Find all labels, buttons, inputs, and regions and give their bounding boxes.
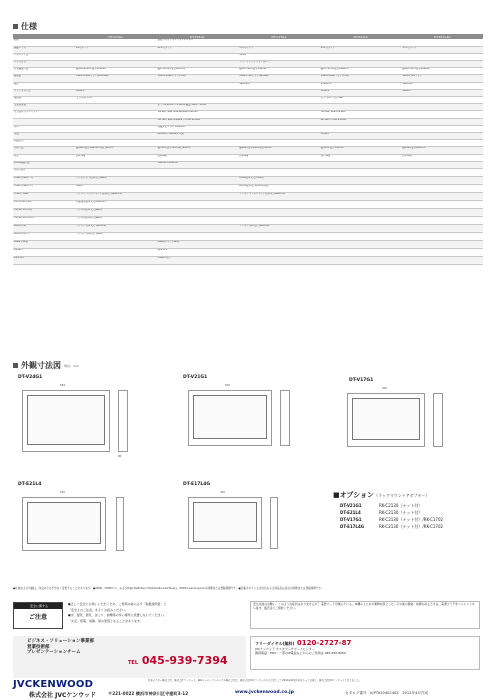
spec-cell	[320, 248, 402, 256]
spec-cell	[75, 111, 157, 118]
spec-cell: 幅477mm×高さ268mm	[320, 68, 402, 75]
tel-value: 045-939-7394	[141, 654, 228, 667]
spec-cell: 幅518.4mm×高さ324mm	[75, 68, 157, 75]
spec-cell: 1280×720ドット	[401, 75, 483, 82]
spec-row	[13, 68, 483, 75]
spec-cell: 1920×1080ドット(FHD)	[320, 75, 402, 82]
spec-row	[13, 53, 483, 60]
spec-cell: アナログコンポーネント信号入力(BNC×3)	[75, 192, 157, 200]
spec-cell: HD SDI: SMPTE292M	[320, 111, 402, 118]
spec-label	[13, 118, 75, 125]
spec-cell	[157, 200, 239, 208]
spec-cell: 17V型ワイド	[238, 46, 320, 53]
spec-cell	[320, 161, 402, 168]
freedial-number: 0120-2727-87	[296, 639, 352, 647]
warning-list	[68, 602, 243, 624]
warning-line: 「火災、感電、故障」等の原因となることがあります。	[68, 618, 143, 623]
spec-cell	[401, 232, 483, 240]
spec-cell	[157, 192, 239, 200]
spec-row	[13, 140, 483, 147]
spec-cell	[238, 125, 320, 132]
spec-label: 有効画面寸法	[13, 68, 75, 75]
warning-title: ご注意	[28, 614, 47, 621]
spec-table	[13, 34, 483, 284]
safety-check-box: 安全点検のお願い このような症状はありませんか？ 電源コードが傷んでいる。本機の上に水や異物を落とした。その他の異常・故障があるときは、電源プラグをコンセントから抜き、販売店にご相談ください。	[250, 601, 480, 629]
spec-label: YPbPr / RGB	[13, 192, 75, 200]
spec-cell: アナログ音声入力 (RCA×2)	[238, 224, 320, 232]
spec-cell	[157, 168, 239, 176]
warning-line: ●水、湿気、湯気、ほこり、油煙等の多い場所に設置しないでください。	[68, 613, 167, 617]
spec-label: 外形寸法	[13, 147, 75, 154]
options-title: ■オプション（ラックマウントアダプター）	[333, 491, 430, 499]
spec-cell: 幅367mm×高さ216mm	[401, 68, 483, 75]
spec-cell	[320, 61, 402, 68]
spec-label: 画素数	[13, 75, 75, 82]
spec-label: Video (INPUT 2)	[13, 184, 75, 192]
spec-cell: デジタル信号入力(BNC)	[75, 208, 157, 216]
spec-row	[13, 232, 483, 240]
spec-cell: 約4.9kg	[238, 154, 320, 161]
spec-cell: 1000:1	[75, 89, 157, 96]
dim-label: 410	[382, 387, 387, 390]
warning-band-text: 安全に関する	[29, 604, 48, 608]
spec-row	[13, 75, 483, 82]
spec-cell: デジタル信号出力(BNC)	[75, 216, 157, 224]
spec-cell: 1000:1	[320, 89, 402, 96]
spec-cell	[157, 97, 239, 104]
footnotes: ●仕様および外観は、改良のため予告なく変更することがあります。●HDMI、HDMIロゴ、およびHigh-Definition Multimedia Interfaceは、HDMI Licensing,LLCの商標または登録商標です。●記載されている会社名および商品名は各社の商標または登録商標です。	[13, 587, 324, 590]
spec-cell	[238, 140, 320, 147]
spec-row	[13, 39, 483, 46]
spec-cell	[320, 224, 402, 232]
spec-label: HD/SD SDI (IN)	[13, 208, 75, 216]
spec-label: 入出力端子	[13, 168, 75, 176]
spec-cell: SD SDI: ITU-R BT.656	[320, 118, 402, 125]
option-desc: RK-C2130（ナット付）	[379, 503, 423, 508]
spec-cell	[401, 200, 483, 208]
spec-cell: アクティブマトリックスTFT	[238, 61, 320, 68]
spec-row	[13, 118, 483, 125]
spec-cell: コンポジット信号入力(BNC)	[75, 176, 157, 184]
spec-cell: Make(メイク)/Tally	[157, 240, 239, 248]
spec-cell: 17V型ワイド	[401, 46, 483, 53]
spec-row	[13, 216, 483, 224]
spec-cell	[75, 61, 157, 68]
spec-cell: 約5.4kg	[401, 154, 483, 161]
spec-cell: 水平 31.4kHz〜75.0kHz 垂直 50Hz〜85Hz	[157, 104, 239, 111]
spec-cell: 上下/左右 178°	[75, 97, 157, 104]
spec-cell: 24型ワイド	[75, 46, 157, 53]
freedial-label: フリーダイヤル(無料)	[255, 641, 295, 646]
spec-cell	[401, 208, 483, 216]
spec-cell	[401, 125, 483, 132]
spec-row	[13, 192, 483, 200]
spec-cell	[238, 89, 320, 96]
spec-cell: 幅410×高さ280mm	[401, 147, 483, 154]
spec-cell	[401, 97, 483, 104]
company-address: 〒221-0022 横浜市神奈川区守屋町3-12	[108, 691, 189, 696]
spec-cell	[238, 97, 320, 104]
spec-cell: D-sub 9ピン	[157, 256, 239, 264]
spec-label: パネル方式	[13, 61, 75, 68]
spec-cell	[238, 232, 320, 240]
spec-cell	[238, 256, 320, 264]
spec-cell	[401, 111, 483, 118]
dwg-front-v17	[347, 393, 425, 447]
spec-cell: アナログ音声出力 (RCA)	[75, 232, 157, 240]
spec-cell: 21V型ワイド	[157, 46, 239, 53]
dim-label: 564	[60, 384, 65, 387]
spec-cell	[401, 240, 483, 248]
spec-cell: RJ-45×2	[157, 248, 239, 256]
spec-cell	[401, 216, 483, 224]
spec-cell	[320, 232, 402, 240]
option-row	[340, 517, 443, 523]
option-row	[340, 510, 422, 516]
spec-cell	[238, 208, 320, 216]
option-row	[340, 503, 422, 509]
spec-cell: 内蔵スピーカー 1W+1W	[157, 125, 239, 132]
spec-cell	[157, 224, 239, 232]
spec-heading	[13, 22, 37, 31]
spec-cell: 約6.4kg	[157, 154, 239, 161]
spec-cell	[75, 256, 157, 264]
spec-cell	[238, 111, 320, 118]
tel-label: TEL	[128, 660, 139, 666]
spec-label: Make (Tally)	[13, 240, 75, 248]
spec-row	[13, 132, 483, 139]
spec-cell	[238, 248, 320, 256]
spec-cell	[238, 200, 320, 208]
spec-cell: 幅410×高さ290×奥行80mm	[238, 147, 320, 154]
company-name: 株式会社 JVCケンウッド	[29, 692, 96, 699]
spec-label: RS-232C	[13, 256, 75, 264]
dwg-front-e21	[22, 497, 106, 551]
spec-cell: アナログ音声入力 (RCA×4)	[75, 224, 157, 232]
dept-name: プレゼンテーションチーム	[27, 650, 81, 656]
spec-cell	[157, 82, 239, 89]
tel-number[interactable]	[128, 654, 228, 667]
spec-cell	[75, 161, 157, 168]
spec-cell	[75, 118, 157, 125]
spec-cell: DVI-D信号入力(HDCP対応)	[238, 184, 320, 192]
spec-row	[13, 161, 483, 168]
spec-cell	[401, 184, 483, 192]
spec-cell	[401, 224, 483, 232]
option-desc: RK-C2130（ナット付）/RK-C1702	[379, 524, 444, 529]
dept-name: ビジネス・ソリューション事業部	[27, 639, 95, 644]
spec-cell: 約7.1kg	[320, 154, 402, 161]
spec-row	[13, 176, 483, 184]
website-link[interactable]: www.jvckenwood.co.jp	[235, 690, 294, 695]
spec-cell	[157, 140, 239, 147]
spec-cell	[320, 140, 402, 147]
spec-cell	[401, 176, 483, 184]
spec-row	[13, 89, 483, 96]
spec-cell	[157, 232, 239, 240]
spec-title: 仕様	[21, 22, 37, 31]
spec-row	[13, 111, 483, 118]
dept-name: 営業技術部	[27, 644, 50, 650]
model-label: DT-E17L4G	[183, 482, 211, 487]
spec-row	[13, 147, 483, 154]
spec-cell: 外部同期信号入力(BNC×2)	[75, 200, 157, 208]
spec-cell	[238, 118, 320, 125]
support-box	[250, 636, 480, 670]
spec-row	[13, 104, 483, 111]
spec-cell: AC100V, 50/60Hz 共用	[157, 132, 239, 139]
support-mobile: 携帯電話・PHS・一部のIP電話などからのご利用は 045-450-8950	[255, 651, 346, 655]
company-logo: JVCKENWOOD	[13, 679, 94, 690]
spec-label: VESA規格対応	[13, 161, 75, 168]
dwg-front-v24	[22, 390, 110, 452]
spec-cell: 1920×1200ドット(WUXGA)	[75, 75, 157, 82]
spec-row	[13, 46, 483, 53]
spec-row	[13, 82, 483, 89]
option-desc: RK-C2130（ナット付）	[379, 510, 423, 515]
spec-cell	[401, 118, 483, 125]
spec-cell	[320, 216, 402, 224]
dims-title: 外観寸法図	[21, 361, 61, 370]
warning-line: 「安全上のご注意」をよくお読みください。	[68, 607, 129, 612]
catalog-number: カタログ番号 K/PTA2040240Z 2012年4月作成	[345, 691, 429, 695]
dims-heading	[13, 361, 79, 370]
option-desc: RK-C2130（ナット付）/RK-C1702	[379, 517, 444, 522]
spec-cell	[401, 140, 483, 147]
dwg-side-v21	[280, 390, 290, 446]
spec-row	[13, 168, 483, 176]
spec-cell: 幅367mm×高さ230mm	[238, 68, 320, 75]
spec-cell: 1366×768ドット(WXGA)	[238, 75, 320, 82]
spec-cell	[75, 104, 157, 111]
warning-line: ●正しく安全にお使いいただくため、ご使用の前に必ず「取扱説明書」と	[68, 602, 167, 606]
spec-row	[13, 154, 483, 161]
spec-cell	[320, 256, 402, 264]
spec-cell	[238, 240, 320, 248]
column-header: DT-V24G1	[75, 34, 157, 39]
spec-cell	[75, 240, 157, 248]
spec-cell	[75, 248, 157, 256]
spec-cell	[401, 53, 483, 60]
spec-cell: 上下 178° 左右 160°	[320, 97, 402, 104]
spec-cell	[320, 200, 402, 208]
option-model: DT-E21L4	[340, 510, 361, 515]
option-model: DT-V17G1	[340, 517, 362, 522]
spec-label: RS-485	[13, 248, 75, 256]
options-subtitle: （ラックマウントアダプター）	[374, 493, 430, 498]
options-title-text: オプション	[339, 491, 374, 499]
spec-cell: 250cd/m²	[320, 82, 402, 89]
spec-label: HD/SD SDI (OUT)	[13, 216, 75, 224]
spec-row	[13, 256, 483, 264]
spec-cell: 約8.7kg	[75, 154, 157, 161]
spec-cell: 300cd/m²	[401, 82, 483, 89]
spec-cell	[157, 208, 239, 216]
spec-row	[13, 224, 483, 232]
spec-cell	[157, 53, 239, 60]
spec-cell	[401, 256, 483, 264]
spec-label: Audio (OUT)	[13, 232, 75, 240]
dim-label: 515	[60, 491, 65, 494]
spec-label: 走査周波数	[13, 104, 75, 111]
spec-label: 輝度	[13, 82, 75, 89]
spec-cell: 1920×1080ドット(FHD)	[157, 75, 239, 82]
spec-label: 種類	[13, 39, 75, 46]
spec-row	[13, 248, 483, 256]
dim-label: 515	[225, 384, 230, 387]
spec-cell	[401, 168, 483, 176]
dims-unit: 単位：mm	[64, 363, 79, 368]
dwg-front-v21	[188, 390, 272, 446]
spec-cell	[401, 248, 483, 256]
spec-cell	[238, 216, 320, 224]
spec-cell	[320, 53, 402, 60]
dwg-side-v17	[433, 393, 443, 447]
freedial[interactable]	[255, 639, 475, 647]
heading-marker	[13, 24, 18, 29]
spec-cell: DC12V	[320, 132, 402, 139]
dwg-front-e17	[188, 497, 262, 549]
spec-cell	[75, 132, 157, 139]
spec-row	[13, 61, 483, 68]
spec-cell	[75, 39, 157, 46]
spec-cell	[75, 82, 157, 89]
spec-cell: 幅564×高さ362mm×奥行90mm	[75, 147, 157, 154]
option-model: DT-V21G1	[340, 503, 362, 508]
spec-cell	[320, 176, 402, 184]
spec-label: 音声	[13, 125, 75, 132]
spec-cell	[320, 184, 402, 192]
spec-cell	[401, 132, 483, 139]
safety-warning-box	[13, 602, 63, 629]
option-row	[340, 524, 443, 530]
spec-cell	[157, 89, 239, 96]
spec-cell	[320, 168, 402, 176]
spec-cell	[401, 39, 483, 46]
spec-cell: 3G SDI: SMPTE424M/SMPTE425M	[157, 111, 239, 118]
spec-cell	[320, 39, 402, 46]
spec-cell	[157, 184, 239, 192]
column-header: DT-E17L4G	[401, 34, 483, 39]
spec-cell: 100mm×100mm	[157, 161, 239, 168]
spec-label: 画面サイズ	[13, 46, 75, 53]
spec-cell	[75, 140, 157, 147]
spec-label: 視野角	[13, 97, 75, 104]
spec-cell	[238, 39, 320, 46]
spec-cell: 400cd/m²	[238, 82, 320, 89]
support-center: JVCケンウッド カスタマーサポートセンター	[255, 647, 315, 651]
spec-cell	[157, 216, 239, 224]
spec-row	[13, 240, 483, 248]
spec-label: 消費電力	[13, 140, 75, 147]
spec-cell: 幅515×高さ330mm	[320, 147, 402, 154]
spec-row	[13, 184, 483, 192]
spec-cell	[401, 192, 483, 200]
spec-cell	[320, 240, 402, 248]
spec-row	[13, 208, 483, 216]
spec-row	[13, 97, 483, 104]
dim-label: 410	[220, 491, 225, 494]
dwg-side-e21	[116, 497, 124, 551]
spec-row	[13, 125, 483, 132]
spec-cell	[401, 161, 483, 168]
column-header: DT-V21G1	[157, 34, 239, 39]
spec-cell	[238, 132, 320, 139]
spec-cell: HDMI	[75, 184, 157, 192]
spec-label: 質量	[13, 154, 75, 161]
spec-cell	[75, 168, 157, 176]
dwg-side-v24	[118, 390, 128, 452]
heading-marker	[13, 363, 18, 368]
spec-cell: 幅515×高さ320×奥行80mm	[157, 147, 239, 154]
spec-label: 電源	[13, 132, 75, 139]
spec-cell: HD SDI: SMPTE292M / ITU-R BT.656	[157, 118, 239, 125]
spec-cell	[320, 125, 402, 132]
spec-cell	[157, 176, 239, 184]
spec-label: アスペクト比	[13, 53, 75, 60]
spec-label: コントラスト比	[13, 89, 75, 96]
model-label: DT-E21L4	[18, 482, 42, 487]
spec-cell	[320, 104, 402, 111]
model-label: DT-V24G1	[18, 375, 43, 380]
spec-cell: 21V型ワイド	[320, 46, 402, 53]
model-label: DT-V17G1	[349, 378, 374, 383]
spec-cell	[320, 192, 402, 200]
spec-cell	[238, 104, 320, 111]
spec-cell	[75, 53, 157, 60]
column-header: DT-E21L4	[320, 34, 402, 39]
spec-label: Video (INPUT 1)	[13, 176, 75, 184]
spec-cell: 液晶マルチフォーマットモニター	[157, 39, 239, 46]
option-model: DT-E17L4G	[340, 524, 365, 529]
spec-cell: HDMI信号入力(HDMI)	[238, 176, 320, 184]
spec-cell	[320, 208, 402, 216]
spec-cell	[157, 61, 239, 68]
spec-cell: 1000:1	[401, 89, 483, 96]
spec-cell: 16:10	[238, 53, 320, 60]
spec-row	[13, 200, 483, 208]
spec-cell	[401, 61, 483, 68]
dim-label: 90	[118, 455, 122, 458]
spec-cell	[238, 168, 320, 176]
column-header: DT-V17G1	[238, 34, 320, 39]
spec-cell	[238, 161, 320, 168]
spec-label: Audio (IN)	[13, 224, 75, 232]
dwg-side-e17	[270, 497, 278, 549]
spec-cell: 幅475mm×高さ267mm	[157, 68, 239, 75]
spec-label: EXT.SYNC (SD)	[13, 200, 75, 208]
spec-label: 入力信号フォーマット	[13, 111, 75, 118]
spec-cell: アナログコンポーネント信号入力(BNC×3)	[238, 192, 320, 200]
merger-notice: 日本ビクター株式会社、株式会社ケンウッド、J&Kカーエレクトロニクス株式会社は、株式会社JVCケンウッドの子会社として2011年10月1日をもって合併し、株式会社JVCケンウッドとなりました。	[148, 679, 362, 682]
spec-cell	[75, 125, 157, 132]
spec-cell	[401, 104, 483, 111]
model-label: DT-V21G1	[183, 375, 208, 380]
